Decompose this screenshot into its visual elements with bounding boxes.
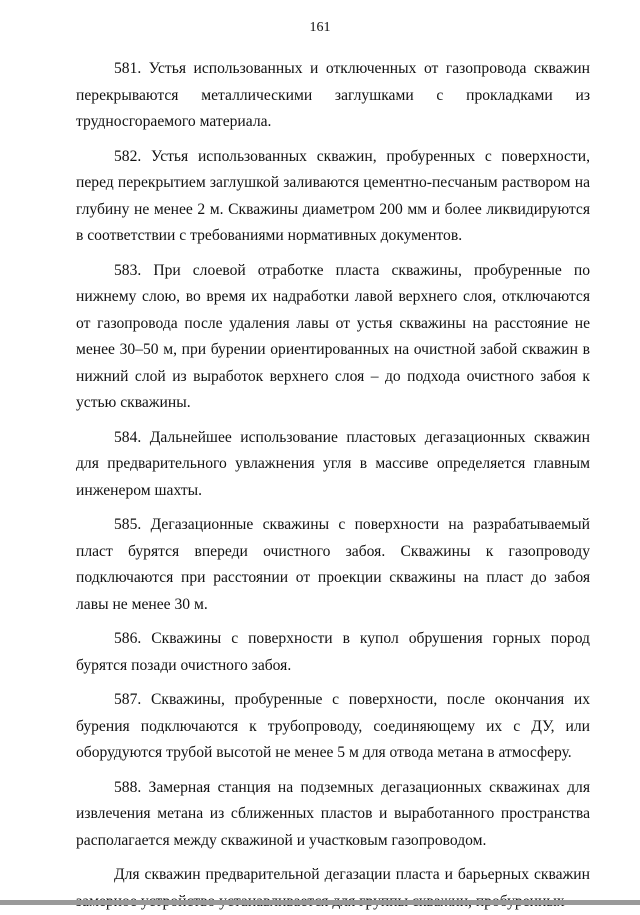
- paragraph-584: 584. Дальнейшее использование пластовых дегазационных скважин для предварительного увлажнения угля в массиве определяется главным инженером шахты.: [76, 428, 590, 499]
- paragraph-587: 587. Скважины, пробуренные с поверхности, после окончания их бурения подключаются к трубопроводу, соединяющему их с ДУ, или оборудуются трубой высотой не менее 5 м для отвода метана в атмосферу.: [76, 691, 590, 761]
- paragraph-581: 581. Устья использованных и отключенных от газопровода скважин перекрываются металлическими заглушками с прокладками из трудносгораемого материала.: [76, 60, 590, 130]
- paragraph-582: 582. Устья использованных скважин, пробуренных с поверхности, перед перекрытием заглушкой заливаются цементно-песчаным раствором на глубину не менее 2 м. Скважины диаметром 200 мм и более ликвидируются в соответствии с требованиями нормативных документов.: [76, 147, 590, 244]
- paragraph-588: 588. Замерная станция на подземных дегазационных скважинах для извлечения метана из сближенных пластов и выработанного пространства располагается между скважиной и участковым газопроводом.: [76, 778, 590, 849]
- paragraph-585: 585. Дегазационные скважины с поверхности на разрабатываемый пласт бурятся впереди очистного забоя. Скважины к газопроводу подключаются при расстоянии от проекции скважины на пласт до забоя лавы не менее 30 м.: [76, 516, 590, 613]
- paragraph-continuation: Для скважин предварительной дегазации пласта и барьерных скважин: [114, 866, 590, 883]
- document-body: [76, 56, 590, 915]
- page-number: 161: [309, 20, 331, 35]
- paragraph-586: 586. Скважины с поверхности в купол обрушения горных пород бурятся позади очистного забоя.: [76, 630, 590, 674]
- paragraph-583: 583. При слоевой отработке пласта скважины, пробуренные по нижнему слою, во время их надработки лавой верхнего слоя, отключаются от газопровода после удаления лавы от устья скважины на расстояние не менее 30–50 м, при бурении ориентированных на очистной забой скважин в нижний слой из выработок верхнего слоя – до подхода очистного забоя к устью скважины.: [76, 261, 590, 411]
- page-bottom-edge: [0, 900, 640, 905]
